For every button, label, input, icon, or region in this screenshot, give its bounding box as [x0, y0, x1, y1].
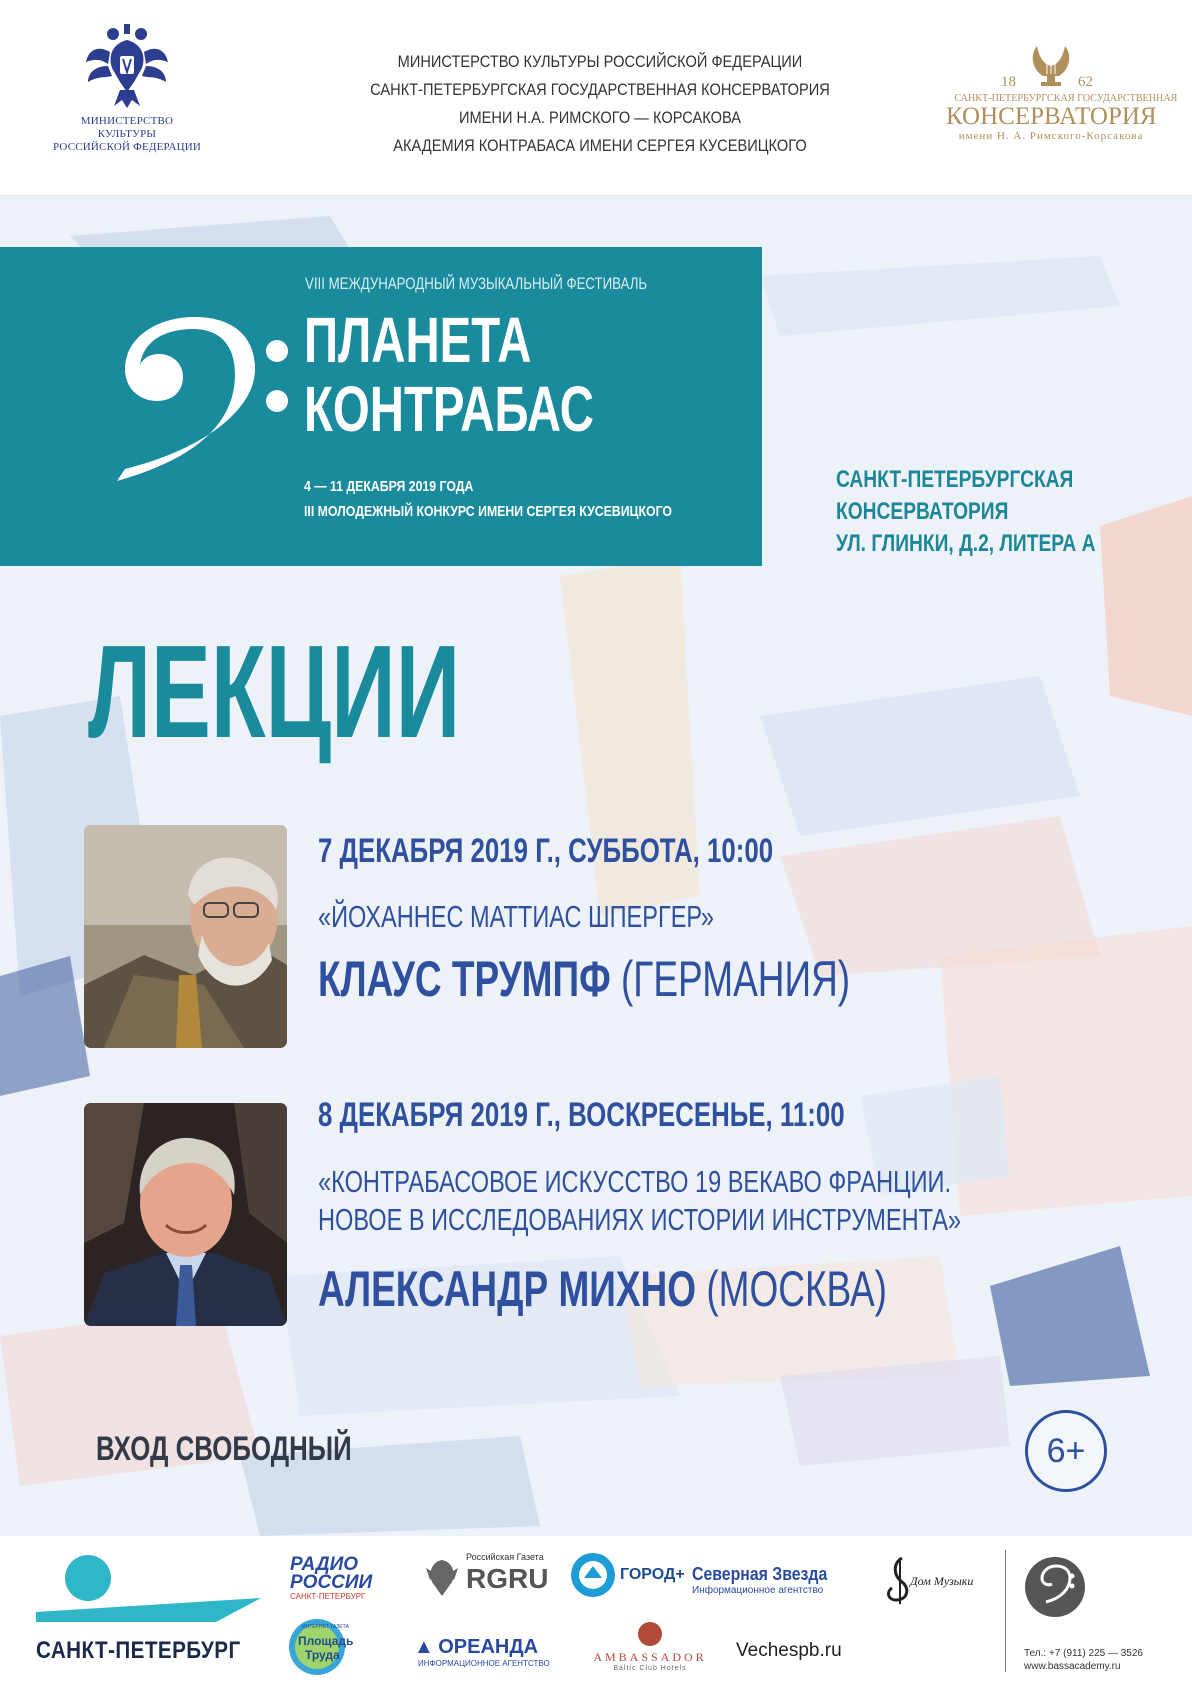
- radio-line3: САНКТ-ПЕТЕРБУРГ: [290, 1592, 366, 1601]
- radio-line2: РОССИИ: [290, 1572, 373, 1593]
- conservatory-line3: имени Н. А. Римского-Корсакова: [958, 130, 1144, 142]
- sponsor-bass-academy: [1024, 1556, 1086, 1623]
- organizer-line: ИМЕНИ Н.А. РИМСКОГО — КОРСАКОВА: [458, 108, 742, 127]
- ambassador-caption: Baltic Club Hotels: [613, 1665, 687, 1672]
- lecture-datetime: 7 ДЕКАБРЯ 2019 Г., СУББОТА, 10:00: [318, 832, 774, 870]
- year-right: 62: [1078, 74, 1093, 90]
- vechespb-name: Vechespb.ru: [736, 1640, 842, 1661]
- zvezda-caption: Информационное агентство: [692, 1585, 824, 1596]
- ploshchad-line2: Труда: [305, 1648, 340, 1662]
- footer-separator: [1005, 1550, 1006, 1672]
- sponsor-saint-petersburg: [36, 1550, 261, 1670]
- ambassador-name: AMBASSADOR: [593, 1650, 707, 1664]
- speaker-name: АЛЕКСАНДР МИХНО: [318, 1261, 697, 1317]
- speaker-photo-mikhno: [84, 1103, 287, 1326]
- sponsor-oreanda: [414, 1636, 550, 1668]
- emblem-icon: [424, 1556, 460, 1600]
- lecture-topic-line1: «КОНТРАБАСОВОЕ ИСКУССТВО 19 ВЕКАВО ФРАНЦИИ.: [318, 1164, 952, 1199]
- sponsor-dom-muzyki: [880, 1554, 974, 1611]
- conservatory-logo: [946, 40, 1178, 142]
- lecture-topic-line2: НОВОЕ В ИССЛЕДОВАНИЯХ ИСТОРИИ ИНСТРУМЕНТА»: [318, 1202, 962, 1237]
- sponsor-severnaya-zvezda: [692, 1564, 846, 1596]
- sponsor-ambassador: [590, 1622, 710, 1672]
- speaker-name: КЛАУС ТРУМПФ: [318, 951, 611, 1007]
- sponsors-footer: [0, 1536, 1192, 1685]
- festival-subtitle: VIII МЕЖДУНАРОДНЫЙ МУЗЫКАЛЬНЫЙ ФЕСТИВАЛЬ: [305, 274, 648, 293]
- organizer-line: АКАДЕМИЯ КОНТРАБАСА ИМЕНИ СЕРГЕЯ КУСЕВИЦКОГО: [393, 136, 807, 155]
- festival-title-line2: КОНТРАБАС: [304, 373, 594, 445]
- double-headed-eagle-icon: [82, 22, 172, 110]
- venue-address: [836, 464, 1160, 560]
- sponsor-vechespb: [736, 1640, 842, 1662]
- lecture-topic: «ЙОХАННЕС МАТТИАС ШПЕРГЕР»: [318, 899, 714, 934]
- gorod-name: ГОРОД+: [620, 1566, 685, 1583]
- bass-clef-icon: [105, 309, 295, 529]
- year-left: 18: [1001, 74, 1016, 90]
- bass-academy-logo-icon: [1024, 1556, 1086, 1618]
- radio-line1: РАДИО: [290, 1554, 359, 1575]
- spb-logo-icon: [36, 1550, 261, 1628]
- speaker-origin: (МОСКВА): [706, 1261, 888, 1317]
- venue-line: КОНСЕРВАТОРИЯ: [836, 498, 1009, 525]
- sponsor-ploshchad-truda: [288, 1618, 354, 1681]
- ministry-caption-2: РОССИЙСКОЙ ФЕДЕРАЦИИ: [52, 141, 202, 153]
- rg-name: RGRU: [466, 1563, 549, 1594]
- lecture-datetime: 8 ДЕКАБРЯ 2019 Г., ВОСКРЕСЕНЬЕ, 11:00: [318, 1096, 845, 1134]
- sponsor-radio-rossii: [290, 1556, 372, 1601]
- oreanda-caption: ИНФОРМАЦИОННОЕ АГЕНТСТВО: [418, 1659, 550, 1668]
- sponsor-gorod-plus: [570, 1552, 685, 1603]
- gorod-logo-icon: [570, 1552, 616, 1598]
- festival-title-line1: ПЛАНЕТА: [304, 304, 532, 376]
- oreanda-mark-icon: ▲: [414, 1636, 434, 1658]
- page-title: ЛЕКЦИИ: [88, 618, 461, 765]
- venue-line: УЛ. ГЛИНКИ, Д.2, ЛИТЕРА А: [836, 530, 1096, 557]
- conservatory-line2: КОНСЕРВАТОРИЯ: [946, 103, 1157, 130]
- festival-competition: III МОЛОДЕЖНЫЙ КОНКУРС ИМЕНИ СЕРГЕЯ КУСЕВИЦКОГО: [304, 503, 672, 520]
- conservatory-line1: САНКТ-ПЕТЕРБУРГСКАЯ ГОСУДАРСТВЕННАЯ: [954, 92, 1178, 104]
- contact-site: www.bassacademy.ru: [1024, 1661, 1121, 1672]
- speaker-origin: (ГЕРМАНИЯ): [620, 951, 851, 1007]
- lyre-icon: [1029, 40, 1073, 90]
- header: [0, 0, 1192, 196]
- venue-line: САНКТ-ПЕТЕРБУРГСКАЯ: [836, 466, 1074, 493]
- contact-phone: Тел.: +7 (911) 225 — 3526: [1024, 1648, 1143, 1659]
- ploshchad-caption: ИНТЕРНЕТ-ГАЗЕТА: [302, 1624, 349, 1630]
- organizer-line: САНКТ-ПЕТЕРБУРГСКАЯ ГОСУДАРСТВЕННАЯ КОНСЕРВАТОРИЯ: [370, 80, 830, 99]
- zvezda-name: Северная Звезда: [692, 1564, 828, 1584]
- festival-banner: [0, 247, 762, 566]
- admission-free: ВХОД СВОБОДНЫЙ: [96, 1430, 352, 1468]
- ministry-logo: [52, 22, 202, 154]
- contact-info: [1024, 1647, 1143, 1673]
- oreanda-name: ОРЕАНДА: [438, 1636, 539, 1658]
- speaker-photo-trumpf: [84, 825, 287, 1048]
- ploshchad-line1: Площадь: [298, 1634, 354, 1648]
- rg-caption: Российская Газета: [466, 1552, 544, 1562]
- dom-muzyki-name: Дом Музыки: [910, 1574, 974, 1588]
- sponsor-city-name: САНКТ-ПЕТЕРБУРГ: [36, 1637, 241, 1664]
- ministry-caption-1: МИНИСТЕРСТВО КУЛЬТУРЫ: [80, 115, 174, 140]
- festival-dates: 4 — 11 ДЕКАБРЯ 2019 ГОДА: [304, 478, 474, 495]
- organizer-lines: [320, 48, 880, 160]
- age-rating-badge: 6+: [1025, 1410, 1107, 1492]
- ambassador-crest-icon: [638, 1622, 662, 1646]
- organizer-line: МИНИСТЕРСТВО КУЛЬТУРЫ РОССИЙСКОЙ ФЕДЕРАЦИИ: [397, 52, 803, 71]
